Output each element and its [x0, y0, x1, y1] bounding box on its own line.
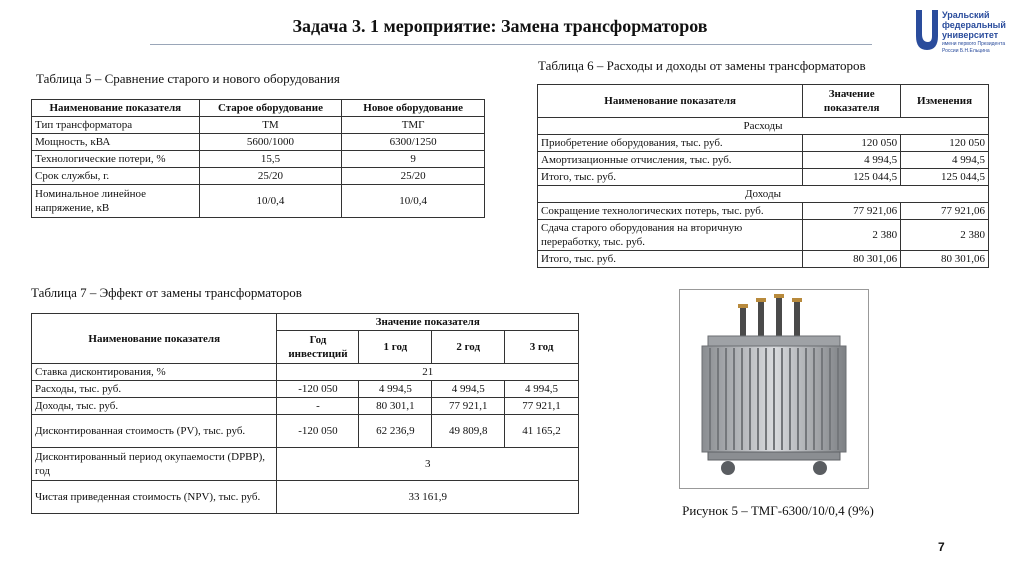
table-cell: -120 050	[277, 415, 359, 448]
table-cell: -	[277, 398, 359, 415]
page-number: 7	[938, 540, 945, 554]
logo-line-1: Уральский	[942, 10, 990, 20]
logo-line-3: университет	[942, 30, 999, 40]
table-cell: Номинальное линейное напряжение, кВ	[32, 185, 200, 218]
table-cell: 15,5	[199, 151, 342, 168]
table-cell: 41 165,2	[505, 415, 579, 448]
table-cell: 80 301,1	[359, 398, 432, 415]
table-cell: 6300/1250	[342, 134, 485, 151]
page-title: Задача 3. 1 мероприятие: Замена трансформаторов	[292, 16, 708, 36]
table-cell: Расходы, тыс. руб.	[32, 381, 277, 398]
table-cell: Тип трансформатора	[32, 117, 200, 134]
logo-line-4: имени первого Президента	[942, 41, 1006, 47]
table-cell: 4 994,5	[803, 152, 901, 169]
table-row	[32, 364, 579, 381]
table-cell: ТМГ	[342, 117, 485, 134]
column-header: Наименование показателя	[538, 85, 803, 118]
table-cell: ТМ	[199, 117, 342, 134]
section-label: Расходы	[538, 118, 989, 135]
table7-replacement-effect	[31, 313, 579, 514]
column-subheader: 1 год	[359, 331, 432, 364]
table-row	[538, 251, 989, 268]
table-cell: Амортизационные отчисления, тыс. руб.	[538, 152, 803, 169]
column-header: Изменения	[901, 85, 989, 118]
column-subheader: Год инвестиций	[277, 331, 359, 364]
table-cell: 77 921,1	[505, 398, 579, 415]
column-header: Значение показателя	[803, 85, 901, 118]
table-row	[32, 415, 579, 448]
table-row	[538, 152, 989, 169]
table-cell: 5600/1000	[199, 134, 342, 151]
table-cell: Приобретение оборудования, тыс. руб.	[538, 135, 803, 152]
table-row	[32, 185, 485, 218]
table-cell: Доходы, тыс. руб.	[32, 398, 277, 415]
column-header: Наименование показателя	[32, 100, 200, 117]
table-cell: 80 301,06	[901, 251, 989, 268]
table-cell: 4 994,5	[359, 381, 432, 398]
column-subheader: 3 год	[505, 331, 579, 364]
table-row	[32, 448, 579, 481]
table-row	[538, 203, 989, 220]
table-cell: 2 380	[901, 220, 989, 251]
table-cell: 125 044,5	[901, 169, 989, 186]
table-cell: Мощность, кВА	[32, 134, 200, 151]
table-cell: Сокращение технологических потерь, тыс. руб.	[538, 203, 803, 220]
table5-caption: Таблица 5 – Сравнение старого и нового оборудования	[36, 71, 340, 86]
table-cell: Дисконтированный период окупаемости (DPBP), год	[32, 448, 277, 481]
table-row	[538, 220, 989, 251]
transformer-illustration	[680, 290, 868, 488]
table-cell: 49 809,8	[432, 415, 505, 448]
table-cell: Ставка дисконтирования, %	[32, 364, 277, 381]
table-cell: 9	[342, 151, 485, 168]
table-cell: 10/0,4	[199, 185, 342, 218]
table-cell: 33 161,9	[277, 481, 579, 514]
table-cell: 120 050	[901, 135, 989, 152]
urfu-logo-icon	[914, 10, 938, 50]
transformer-photo	[679, 289, 869, 489]
table-row	[32, 481, 579, 514]
table-header-row	[32, 314, 579, 331]
table-cell: 77 921,1	[432, 398, 505, 415]
title-divider	[150, 44, 872, 45]
table-cell: 3	[277, 448, 579, 481]
table-cell: 10/0,4	[342, 185, 485, 218]
table-cell: Дисконтированная стоимость (PV), тыс. руб.	[32, 415, 277, 448]
table-cell: 125 044,5	[803, 169, 901, 186]
section-row-income	[538, 186, 989, 203]
table-cell: 2 380	[803, 220, 901, 251]
table-cell: 120 050	[803, 135, 901, 152]
table-row	[32, 381, 579, 398]
table-row	[538, 135, 989, 152]
table-row	[32, 117, 485, 134]
column-header: Наименование показателя	[32, 314, 277, 364]
table6-expenses-income	[537, 84, 989, 268]
table-row	[32, 398, 579, 415]
table-row	[32, 168, 485, 185]
table-cell: Итого, тыс. руб.	[538, 169, 803, 186]
table-cell: 21	[277, 364, 579, 381]
table-cell: 77 921,06	[901, 203, 989, 220]
table-header-row	[32, 100, 485, 117]
table7-caption: Таблица 7 – Эффект от замены трансформаторов	[31, 285, 302, 300]
table-cell: 25/20	[342, 168, 485, 185]
table-cell: 25/20	[199, 168, 342, 185]
logo-line-2: федеральный	[942, 20, 1006, 30]
table-cell: 4 994,5	[432, 381, 505, 398]
table-row	[538, 169, 989, 186]
table-cell: 77 921,06	[803, 203, 901, 220]
column-subheader: 2 год	[432, 331, 505, 364]
table-cell: 4 994,5	[901, 152, 989, 169]
table-cell: Сдача старого оборудования на вторичную переработку, тыс. руб.	[538, 220, 803, 251]
logo-line-5: России Б.Н.Ельцина	[942, 48, 990, 54]
table-cell: 80 301,06	[803, 251, 901, 268]
table-row	[32, 134, 485, 151]
table6-caption: Таблица 6 – Расходы и доходы от замены трансформаторов	[538, 58, 866, 73]
table-cell: Чистая приведенная стоимость (NPV), тыс. руб.	[32, 481, 277, 514]
table-cell: Итого, тыс. руб.	[538, 251, 803, 268]
table-row	[32, 151, 485, 168]
table-cell: 4 994,5	[505, 381, 579, 398]
table-cell: -120 050	[277, 381, 359, 398]
table-cell: Срок службы, г.	[32, 168, 200, 185]
table-cell: Технологические потери, %	[32, 151, 200, 168]
column-header: Старое оборудование	[199, 100, 342, 117]
column-header: Значение показателя	[277, 314, 579, 331]
section-label: Доходы	[538, 186, 989, 203]
table5-equipment-comparison	[31, 99, 485, 218]
table-cell: 62 236,9	[359, 415, 432, 448]
figure-caption: Рисунок 5 – ТМГ-6300/10/0,4 (9%)	[682, 503, 874, 518]
table-header-row	[538, 85, 989, 118]
university-logo	[914, 10, 1014, 56]
column-header: Новое оборудование	[342, 100, 485, 117]
section-row-expenses	[538, 118, 989, 135]
